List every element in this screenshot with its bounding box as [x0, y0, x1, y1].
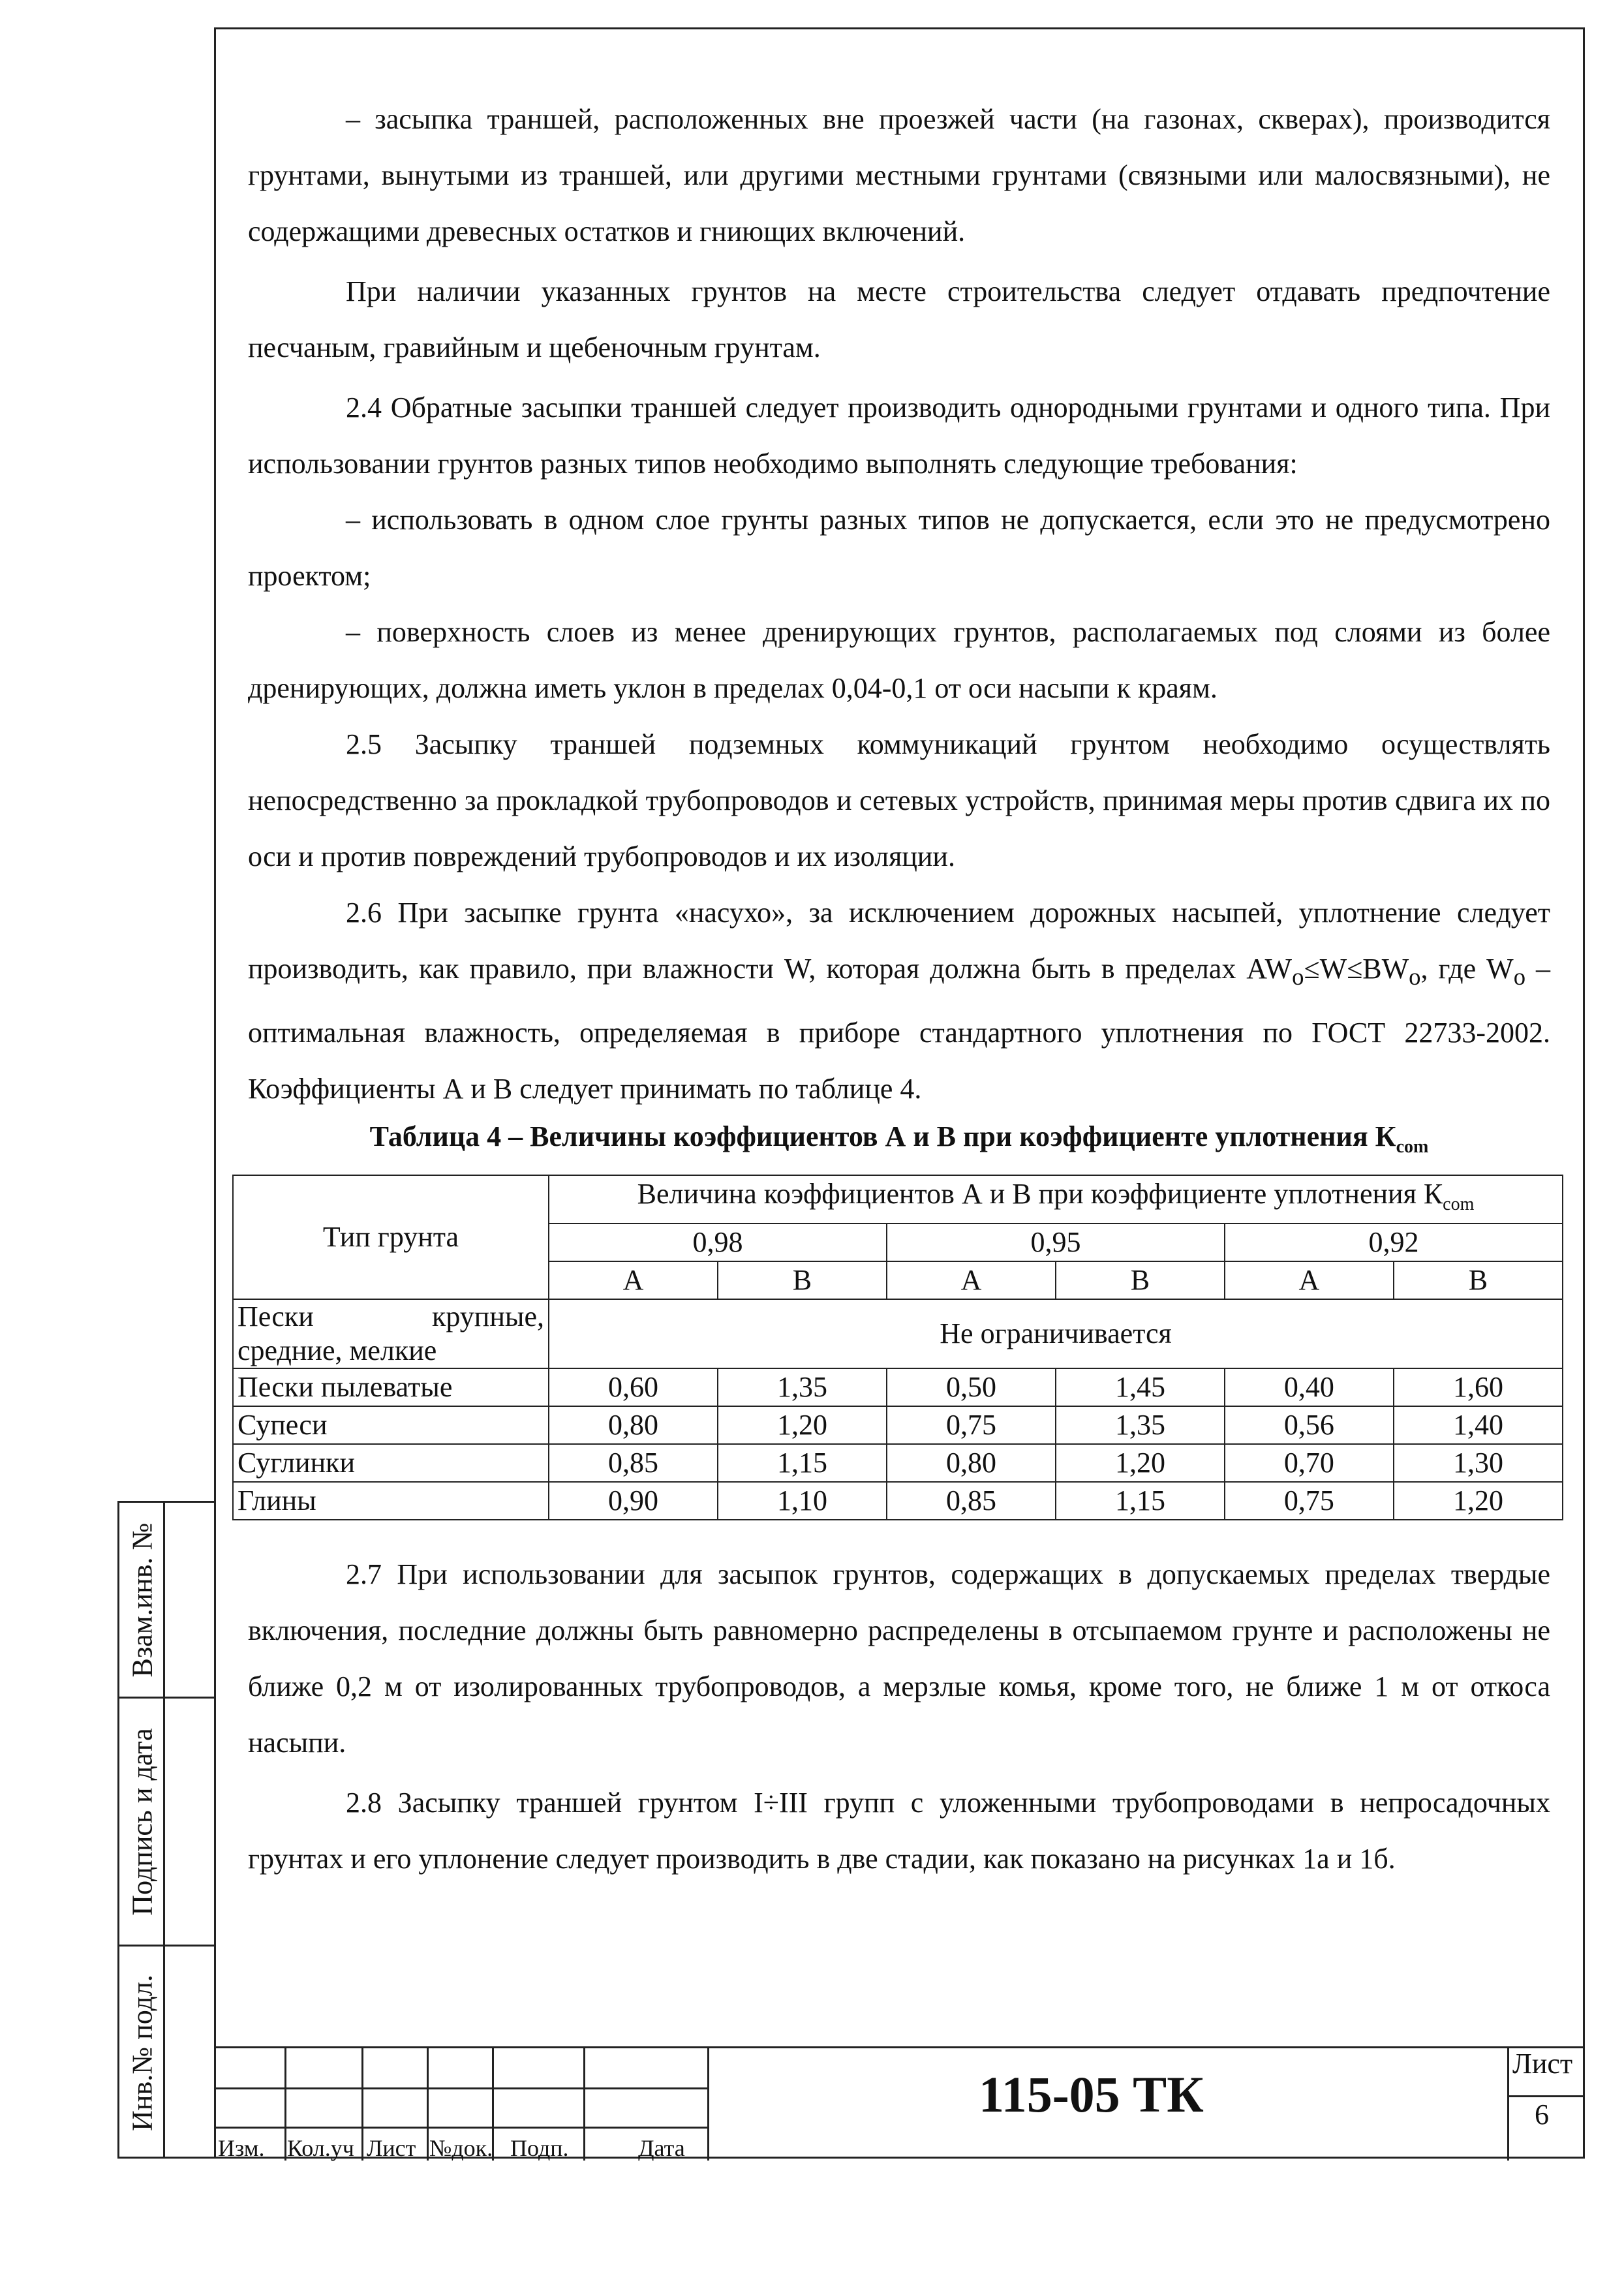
side-label-inv: Инв.№ подл.	[126, 1974, 159, 2131]
paragraph: 2.4 Обратные засыпки траншей следует производить однородными грунтами и одного типа. При использовании грунтов разных типов необходимо выполнять следующие требования:	[248, 392, 1550, 480]
cell: 1,15	[718, 1444, 887, 1482]
table-row	[233, 1368, 1563, 1406]
table-row	[233, 1482, 1563, 1520]
header-b: В	[718, 1261, 887, 1299]
paragraph: – поверхность слоев из менее дренирующих грунтов, располагаемых под слоями из более дренирующих, должна иметь уклон в пределах 0,04-0,1 от оси насыпи к краям.	[248, 616, 1550, 704]
paragraph: 2.5 Засыпку траншей подземных коммуникаций грунтом необходимо осуществлять непосредственно за прокладкой трубопроводов и сетевых устройств, принимая меры против сдвига их по оси и против повреждений трубопроводов и их изоляции.	[248, 728, 1550, 872]
cell: 1,15	[1056, 1482, 1225, 1520]
stamp-line	[583, 2048, 585, 2161]
sheet-number: 6	[1535, 2099, 1549, 2131]
table-row	[233, 1406, 1563, 1444]
cell: 0,60	[549, 1368, 718, 1406]
stamp-line	[214, 2127, 707, 2129]
header-k: 0,98	[549, 1223, 887, 1261]
header-k: 0,92	[1225, 1223, 1563, 1261]
body-text-1	[248, 91, 1550, 1117]
header-k: 0,95	[887, 1223, 1225, 1261]
header-group-text: Величина коэффициентов А и В при коэффициенте уплотнения К	[637, 1178, 1443, 1210]
subscript: com	[1443, 1193, 1475, 1214]
cell: 0,40	[1225, 1368, 1394, 1406]
subscript: o	[1292, 962, 1304, 990]
paragraph: При наличии указанных грунтов на месте строительства следует отдавать предпочтение песчаным, гравийным и щебеночным грунтам.	[248, 275, 1550, 363]
stamp-line	[1507, 2048, 1509, 2161]
cell: 1,35	[718, 1368, 887, 1406]
table-caption-text: Таблица 4 – Величины коэффициентов А и В при коэффициенте уплотнения К	[369, 1120, 1396, 1152]
stamp-data: Дата	[638, 2135, 685, 2161]
subscript: o	[1409, 962, 1421, 990]
stamp-line	[361, 2048, 363, 2161]
cell: 1,20	[1394, 1482, 1563, 1520]
side-divider	[165, 1945, 216, 1947]
cell: 1,45	[1056, 1368, 1225, 1406]
side-strip	[117, 1501, 214, 2159]
table-caption	[248, 1120, 1550, 1158]
row-name: Супеси	[233, 1406, 549, 1444]
cell: 1,20	[1056, 1444, 1225, 1482]
paragraph: – использовать в одном слое грунты разных типов не допускается, если это не предусмотрено проектом;	[248, 504, 1550, 592]
header-soil-type: Тип грунта	[233, 1175, 549, 1299]
text: 2.6 При засыпке грунта «насухо», за исключением дорожных насыпей, уплотнение следует производить, как правило, при влажности W, которая должна быть в пределах AW	[248, 897, 1550, 985]
stamp-line	[1507, 2095, 1585, 2097]
coefficients-table	[232, 1175, 1563, 1520]
row-name: Глины	[233, 1482, 549, 1520]
side-label-zam: Взам.инв. №	[126, 1522, 159, 1677]
side-cell-podp	[119, 1699, 165, 1947]
paragraph: 2.7 При использовании для засыпок грунтов, содержащих в допускаемых пределах твердые включения, последние должны быть равномерно распределены в отсыпаемом грунте и расположены не ближе 0,2 м от изолированных трубопроводов, а мерзлые комья, кроме того, не ближе 1 м от откоса насыпи.	[248, 1558, 1550, 1759]
cell: 0,56	[1225, 1406, 1394, 1444]
row-name: Пески крупные, средние, мелкие	[233, 1299, 549, 1368]
cell: 0,80	[549, 1406, 718, 1444]
header-group	[549, 1175, 1563, 1223]
header-b: В	[1394, 1261, 1563, 1299]
header-a: А	[1225, 1261, 1394, 1299]
table-header-row	[233, 1175, 1563, 1223]
stamp-podp: Подп.	[510, 2135, 569, 2161]
row-name: Пески пылеватые	[233, 1368, 549, 1406]
stamp-izm: Изм.	[218, 2135, 265, 2161]
cell: 1,35	[1056, 1406, 1225, 1444]
cell: 0,85	[549, 1444, 718, 1482]
row-name: Суглинки	[233, 1444, 549, 1482]
text: – оптимальная влажность, определяемая в приборе стандартного уплотнения по ГОСТ 22733-2002. Коэффициенты А и В следует принимать по таблице 4.	[248, 953, 1551, 1105]
side-label-podp: Подпись и дата	[126, 1727, 159, 1916]
side-cell-inv	[119, 1947, 165, 2159]
text: ≤W≤BW	[1304, 953, 1409, 985]
title-block	[214, 2046, 1585, 2159]
side-cell-zam	[119, 1503, 165, 1699]
cell: 0,70	[1225, 1444, 1394, 1482]
cell: 1,40	[1394, 1406, 1563, 1444]
document-code: 115-05 ТК	[979, 2066, 1204, 2123]
cell: 1,20	[718, 1406, 887, 1444]
paragraph: 2.8 Засыпку траншей грунтом I÷III групп с уложенными трубопроводами в непросадочных грунтах и его уплонение следует производить в две стадии, как показано на рисунках 1а и 1б.	[248, 1787, 1550, 1875]
table-row	[233, 1299, 1563, 1368]
stamp-list: Лист	[367, 2135, 416, 2161]
header-b: В	[1056, 1261, 1225, 1299]
cell: 1,60	[1394, 1368, 1563, 1406]
paragraph: – засыпка траншей, расположенных вне проезжей части (на газонах, скверах), производится грунтами, вынутыми из траншей, или другими местными грунтами (связными или малосвязными), не содержащими древесных остатков и гниющих включений.	[248, 103, 1550, 247]
side-divider	[165, 1697, 216, 1699]
stamp-kol: Кол.уч	[287, 2135, 354, 2161]
stamp-line	[214, 2087, 707, 2089]
cell: 0,50	[887, 1368, 1056, 1406]
body-text-2	[248, 1547, 1550, 1887]
cell: 1,10	[718, 1482, 887, 1520]
sheet-label: Лист	[1512, 2048, 1573, 2080]
table-row	[233, 1444, 1563, 1482]
paragraph-2-6	[248, 885, 1550, 1117]
cell: 0,80	[887, 1444, 1056, 1482]
cell: 0,85	[887, 1482, 1056, 1520]
header-a: А	[887, 1261, 1056, 1299]
cell: 1,30	[1394, 1444, 1563, 1482]
subscript: com	[1396, 1136, 1429, 1157]
text: , где W	[1420, 953, 1514, 985]
cell: 0,90	[549, 1482, 718, 1520]
row-value-merged: Не ограничивается	[549, 1299, 1563, 1368]
cell: 0,75	[887, 1406, 1056, 1444]
stamp-line	[707, 2048, 709, 2161]
subscript: o	[1513, 962, 1526, 990]
cell: 0,75	[1225, 1482, 1394, 1520]
stamp-line	[427, 2048, 429, 2161]
stamp-line	[284, 2048, 286, 2161]
stamp-ndok: №док.	[429, 2135, 493, 2161]
header-a: А	[549, 1261, 718, 1299]
